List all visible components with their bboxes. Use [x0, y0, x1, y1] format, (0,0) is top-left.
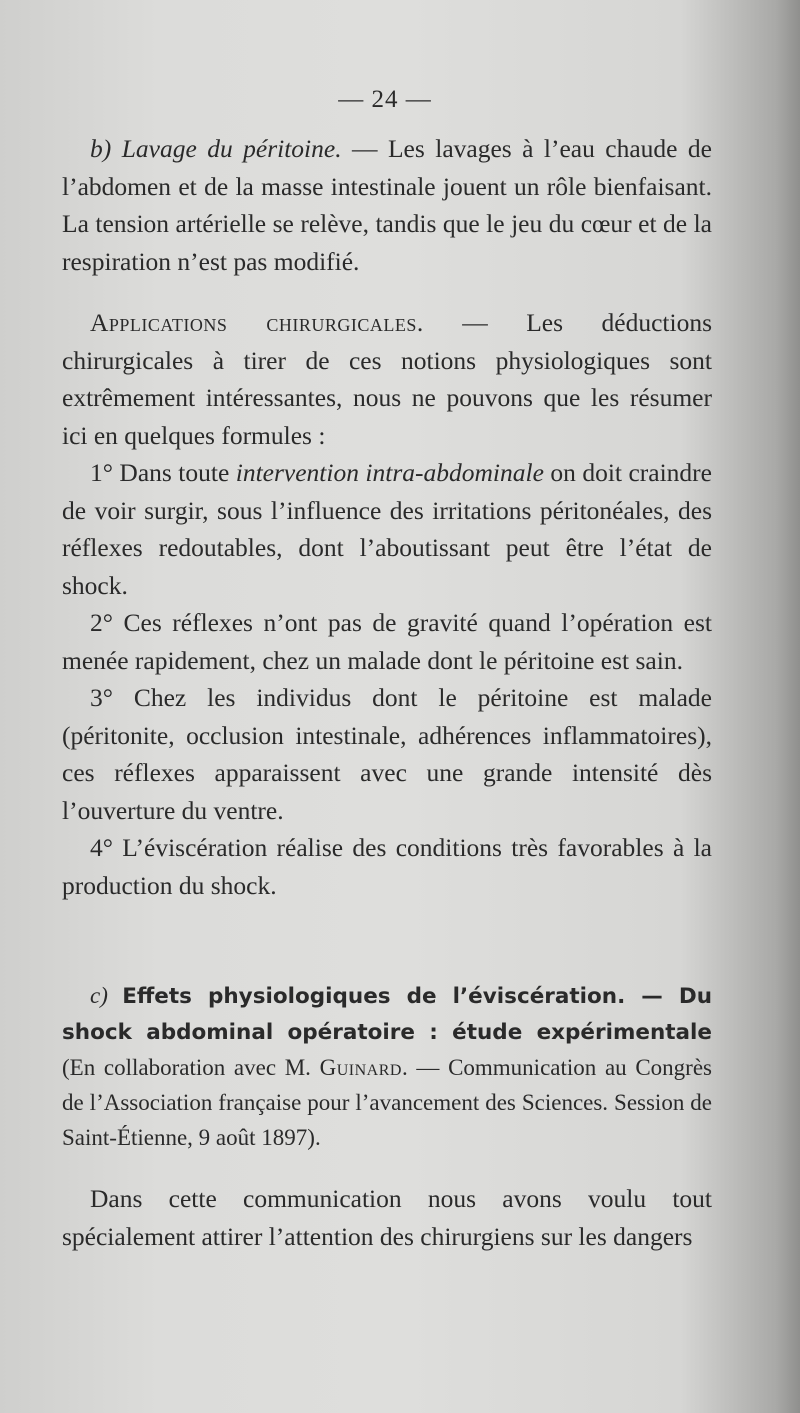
applications-paragraph [62, 304, 712, 454]
applications-heading: Applications chirurgicales. [90, 308, 424, 337]
closing-section [62, 1180, 712, 1255]
section-c-ref-rest: . — Communication au Congrès de l’Association française pour l’avancement des Sciences. Session de Saint-Étienne, 9 août 1897). [62, 1055, 712, 1150]
section-c-paragraph [62, 978, 712, 1155]
section-b [62, 130, 712, 280]
applications-section [62, 304, 712, 904]
page-number: — 24 — [338, 86, 432, 113]
section-b-label: b) [90, 134, 112, 163]
list-item-4: 4° L’éviscération réalise des conditions très favorables à la production du shock. [62, 833, 712, 900]
item-1-italic: intervention intra-abdominale [235, 458, 544, 487]
list-item-1 [62, 454, 712, 604]
section-c [62, 978, 712, 1155]
item-1-prefix: 1° Dans toute [90, 458, 236, 487]
section-c-label: c) [90, 983, 108, 1008]
closing-paragraph: Dans cette communication nous avons voulu tout spécialement attirer l’attention des chirurgiens sur les dangers [62, 1184, 712, 1251]
section-b-title: Lavage du péritoine. [121, 134, 342, 163]
section-b-text: — Les lavages à l’eau chaude de l’abdomen et de la masse intestinale jouent un rôle bienfaisant. La tension artérielle se relève, tandis que le jeu du cœur et de la respiration n’est pas modifié. [62, 134, 713, 276]
section-b-paragraph [62, 130, 712, 280]
section-c-ref-open: (En collaboration avec M. [62, 1055, 320, 1080]
item-1-text: on doit craindre de voir surgir, sous l’influence des irritations péritonéales, des réflexes redoutables, dont l’aboutissant peut être l’état de shock. [62, 458, 712, 600]
applications-text: — Les déductions chirurgicales à tirer de ces notions physiologiques sont extrêmement intéressantes, nous ne pouvons que les résumer ici en quelques formules : [62, 308, 712, 450]
list-item-3: 3° Chez les individus dont le péritoine est malade (péritonite, occlusion intestinale, adhérences inflammatoires), ces réflexes apparaissent avec une grande intensité dès l’ouverture du ventre. [62, 683, 712, 825]
list-item-2: 2° Ces réflexes n’ont pas de gravité quand l’opération est menée rapidement, chez un malade dont le péritoine est sain. [62, 608, 712, 675]
collaborator-name: Guinard [319, 1055, 402, 1080]
section-c-title: Effets physiologiques de l’éviscération. — Du shock abdominal opératoire : étude expérimentale [62, 984, 712, 1045]
